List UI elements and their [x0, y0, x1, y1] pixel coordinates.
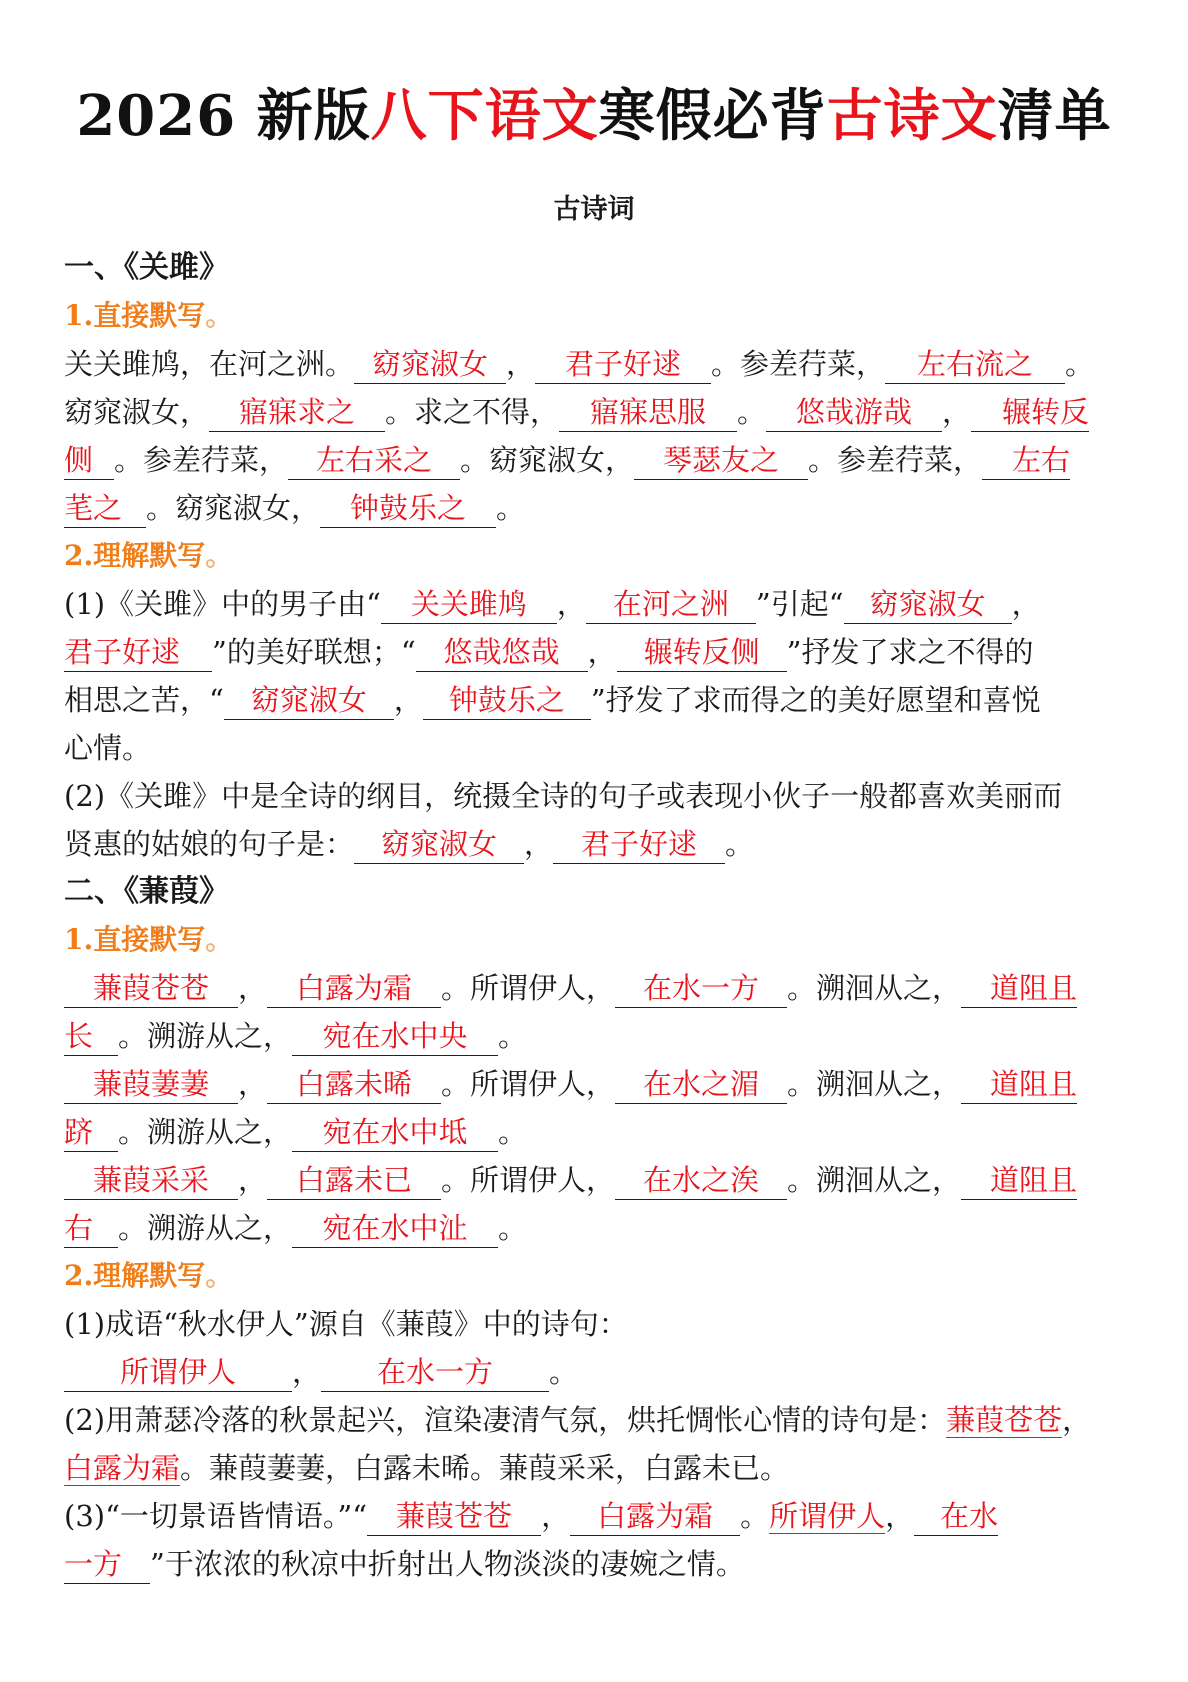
text: ， [393, 683, 423, 717]
text: 。溯洄从之， [787, 1067, 962, 1101]
answer-blank: 悠哉悠哉 [416, 633, 588, 672]
title-part-2: 八下语文 [370, 83, 599, 149]
text: 。窈窕淑女， [146, 491, 321, 525]
answer-blank: 跻 [64, 1113, 118, 1152]
text-line [64, 964, 1128, 1012]
text: 。 [498, 1115, 528, 1149]
text: (2)用萧瑟冷落的秋景起兴，渲染凄清气氛，烘托惆怅心情的诗句是： [64, 1403, 947, 1437]
text: ”引起“ [755, 587, 844, 621]
subsection-label: 1.直接默写 [64, 923, 206, 956]
text-line: (2)《关雎》中是全诗的纲目，统摄全诗的句子或表现小伙子一般都喜欢美丽而 [64, 779, 1063, 813]
answer-blank: 悠哉游哉 [766, 393, 942, 432]
answer-blank: 宛在水中沚 [292, 1209, 498, 1248]
answer-blank: 蒹葭萋萋 [64, 1065, 238, 1104]
text: 窈窕淑女， [64, 395, 210, 429]
answer-blank: 君子好逑 [64, 633, 212, 672]
text: 。所谓伊人， [441, 1067, 616, 1101]
answer-blank: 寤寐求之 [209, 393, 385, 432]
text: 。 [549, 1355, 579, 1389]
text: 关关雎鸠，在河之洲。 [64, 347, 355, 381]
text: 。溯洄从之， [787, 1163, 962, 1197]
answer-blank: 一方 [64, 1545, 150, 1584]
text-line: (1)成语“秋水伊人”源自《蒹葭》中的诗句： [64, 1307, 628, 1341]
title-part-5: 清单 [997, 83, 1112, 149]
answer-blank: 寤寐思服 [559, 393, 737, 432]
subtitle: 古诗词 [553, 194, 635, 225]
answer-blank: 在水一方 [321, 1353, 549, 1392]
answer-blank: 关关雎鸠 [381, 585, 557, 624]
answer-blank: 在水 [914, 1497, 998, 1536]
text-line [64, 580, 1128, 628]
answer-blank: 右 [64, 1209, 118, 1248]
text: 。参差荇菜， [808, 443, 983, 477]
subsection-dot: 。 [205, 1259, 234, 1292]
text: 。 [498, 1211, 528, 1245]
text-line [64, 1012, 1128, 1060]
subsection-heading [64, 1252, 1128, 1300]
subsection-label: 1.直接默写 [64, 299, 206, 332]
underlined-answer: 白露为霜 [64, 1451, 181, 1485]
subsection-dot: 。 [205, 299, 234, 332]
text: ”抒发了求之不得的 [786, 635, 1034, 669]
answer-blank: 长 [64, 1017, 118, 1056]
text: ， [885, 1499, 915, 1533]
text: ， [524, 827, 554, 861]
answer-blank: 在水之湄 [615, 1065, 787, 1104]
text: 。参差荇菜， [711, 347, 886, 381]
answer-blank: 宛在水中坻 [292, 1113, 498, 1152]
answer-blank: 窈窕淑女 [354, 345, 506, 384]
text: ， [587, 635, 617, 669]
text: 。 [737, 395, 767, 429]
answer-blank: 窈窕淑女 [354, 825, 524, 864]
text: 。求之不得， [385, 395, 560, 429]
text: 贤惠的姑娘的句子是： [64, 827, 355, 861]
answer-blank: 宛在水中央 [292, 1017, 498, 1056]
underlined-answer: 所谓伊人 [769, 1499, 886, 1533]
content [64, 244, 1128, 1588]
text: ， [506, 347, 536, 381]
text: ”的美好联想；“ [212, 635, 416, 669]
subsection-heading [64, 916, 1128, 964]
answer-blank: 窈窕淑女 [224, 681, 394, 720]
text-line [64, 340, 1128, 388]
text: (1)《关雎》中的男子由“ [64, 587, 381, 621]
text: ”于浓浓的秋凉中折射出人物淡淡的凄婉之情。 [150, 1547, 745, 1581]
subsection-dot: 。 [205, 539, 234, 572]
text-line [64, 436, 1128, 484]
answer-blank: 蒹葭苍苍 [64, 969, 238, 1008]
text: 。溯游从之， [118, 1019, 293, 1053]
text: 。溯游从之， [118, 1115, 293, 1149]
subsection-dot: 。 [205, 923, 234, 956]
title-part-3: 寒假必背 [598, 83, 827, 149]
text: ， [1011, 587, 1041, 621]
answer-blank: 所谓伊人 [64, 1353, 292, 1392]
text: ， [541, 1499, 571, 1533]
text: 。 [1065, 347, 1095, 381]
answer-blank: 在水之涘 [615, 1161, 787, 1200]
text-line [64, 820, 1128, 868]
answer-blank: 白露为霜 [267, 969, 441, 1008]
text-line [64, 1060, 1128, 1108]
text: ， [556, 587, 586, 621]
answer-blank: 道阻且 [961, 1161, 1077, 1200]
answer-blank: 在河之洲 [586, 585, 756, 624]
answer-blank: 白露未晞 [267, 1065, 441, 1104]
answer-blank: 白露为霜 [570, 1497, 740, 1536]
text: ， [942, 395, 972, 429]
text: 。溯洄从之， [787, 971, 962, 1005]
text-line [64, 1444, 1128, 1492]
text: 。 [725, 827, 755, 861]
text-line [64, 484, 1128, 532]
text: (3)“一切景语皆情语。”“ [64, 1499, 368, 1533]
answer-blank: 左右 [982, 441, 1070, 480]
answer-blank: 道阻且 [961, 969, 1077, 1008]
text-line [64, 1108, 1128, 1156]
text: 。所谓伊人， [441, 1163, 616, 1197]
text-line [64, 628, 1128, 676]
text: 。所谓伊人， [441, 971, 616, 1005]
text: 。蒹葭萋萋，白露未晞。蒹葭采采，白露未已。 [180, 1451, 790, 1485]
text-line [64, 676, 1128, 724]
answer-blank: 辗转反侧 [617, 633, 787, 672]
text: ， [238, 1163, 268, 1197]
text-line [64, 1204, 1128, 1252]
title-part-1: 2026 新版 [76, 83, 371, 149]
title-part-4: 古诗文 [826, 83, 998, 149]
page-title [0, 83, 1188, 149]
answer-blank: 在水一方 [615, 969, 787, 1008]
answer-blank: 辗转反 [971, 393, 1089, 432]
text: 。 [498, 1019, 528, 1053]
text: 。溯游从之， [118, 1211, 293, 1245]
answer-blank: 左右采之 [288, 441, 460, 480]
text-line [64, 1396, 1128, 1444]
text: ”抒发了求而得之的美好愿望和喜悦 [590, 683, 1041, 717]
text: ， [292, 1355, 322, 1389]
section-heading: 二、《蒹葭》 [64, 874, 229, 909]
text: 。窈窕淑女， [460, 443, 635, 477]
text: 。参差荇菜， [114, 443, 289, 477]
answer-blank: 蒹葭苍苍 [367, 1497, 541, 1536]
answer-blank: 琴瑟友之 [634, 441, 808, 480]
answer-blank: 道阻且 [961, 1065, 1077, 1104]
text: ， [238, 971, 268, 1005]
text: ， [238, 1067, 268, 1101]
text: ， [1062, 1403, 1092, 1437]
answer-blank: 钟鼓乐之 [320, 489, 496, 528]
text-line [64, 1540, 1128, 1588]
answer-blank: 钟鼓乐之 [423, 681, 591, 720]
text-line [64, 1156, 1128, 1204]
text-line: 心情。 [64, 731, 152, 765]
answer-blank: 蒹葭采采 [64, 1161, 238, 1200]
subsection-heading [64, 532, 1128, 580]
answer-blank: 君子好逑 [535, 345, 711, 384]
answer-blank: 君子好逑 [553, 825, 725, 864]
text-line [64, 1348, 1128, 1396]
answer-blank: 窈窕淑女 [844, 585, 1012, 624]
text: 。 [496, 491, 526, 525]
text: 相思之苦，“ [64, 683, 224, 717]
section-heading: 一、《关雎》 [64, 250, 229, 285]
subsection-label: 2.理解默写 [64, 539, 206, 572]
answer-blank: 芼之 [64, 489, 146, 528]
underlined-answer: 蒹葭苍苍 [946, 1403, 1063, 1437]
text: 。 [740, 1499, 770, 1533]
subsection-heading [64, 292, 1128, 340]
text-line [64, 388, 1128, 436]
answer-blank: 白露未已 [267, 1161, 441, 1200]
answer-blank: 左右流之 [885, 345, 1065, 384]
text-line [64, 1492, 1128, 1540]
answer-blank: 侧 [64, 441, 114, 480]
subsection-label: 2.理解默写 [64, 1259, 206, 1292]
